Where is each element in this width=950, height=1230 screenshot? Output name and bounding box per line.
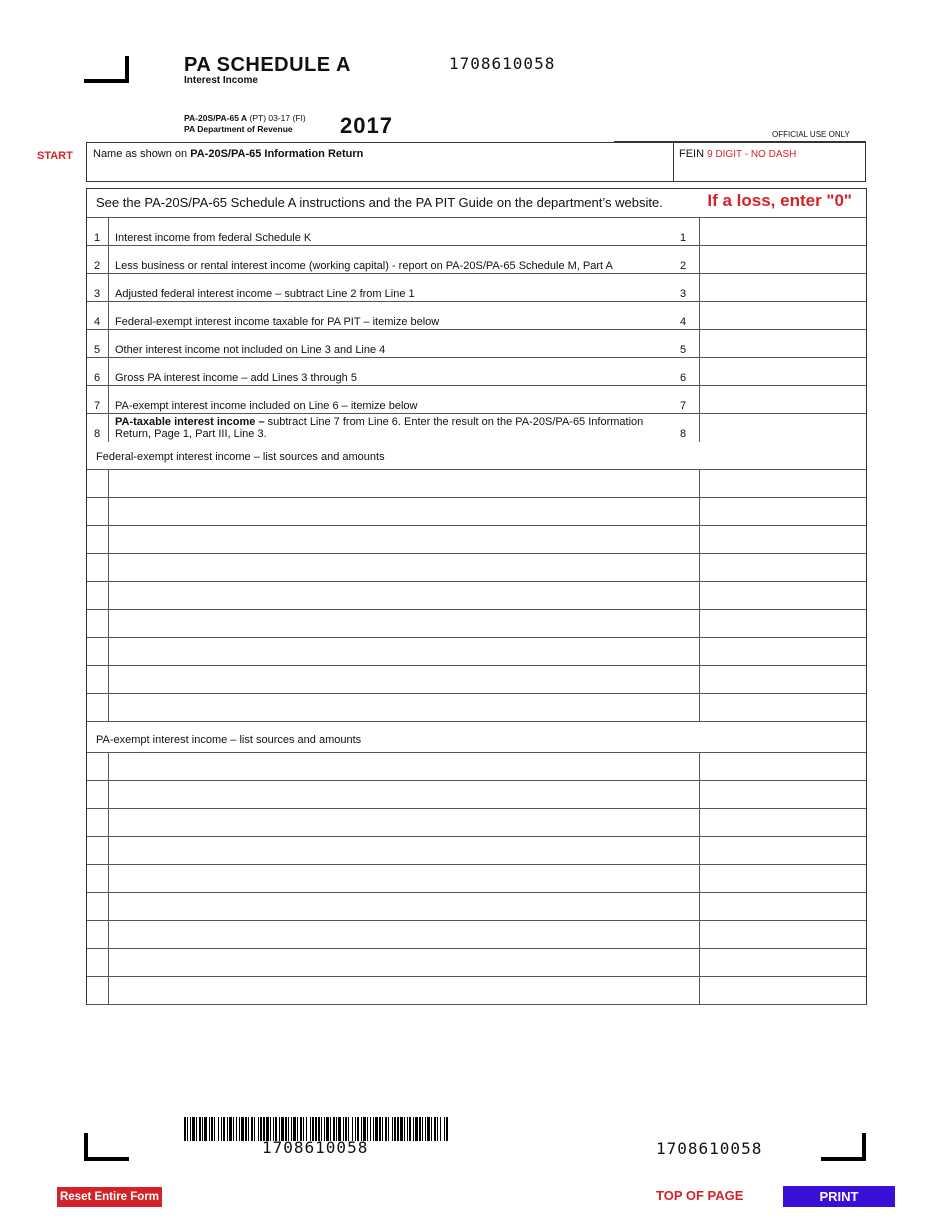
federal-exempt-row-index-cell	[87, 526, 109, 554]
line-description	[115, 344, 675, 356]
line-description-text: Other interest income not included on Line 3 and Line 4	[115, 344, 386, 356]
line-description	[115, 288, 675, 300]
federal-exempt-source-input[interactable]	[108, 526, 700, 554]
line-reference-number: 8	[679, 428, 687, 440]
pa-exempt-row	[87, 752, 866, 781]
pa-exempt-row-index-cell	[87, 781, 109, 809]
barcode-bar	[214, 1117, 215, 1141]
line-description-text: PA-exempt interest income included on Line 6 – itemize below	[115, 400, 418, 412]
pa-exempt-row	[87, 836, 866, 865]
barcode-number: 1708610058	[262, 1138, 369, 1157]
federal-exempt-row-index-cell	[87, 582, 109, 610]
pa-exempt-amount-input[interactable]	[700, 837, 866, 865]
line-reference-number: 2	[679, 260, 687, 272]
pa-exempt-amount-input[interactable]	[700, 865, 866, 893]
pa-exempt-row-index-cell	[87, 949, 109, 977]
line-number-separator	[108, 358, 109, 386]
line-5-row	[87, 329, 866, 358]
federal-exempt-source-input[interactable]	[108, 666, 700, 694]
barcode-bar	[227, 1117, 228, 1141]
barcode-bar	[218, 1117, 219, 1141]
reset-form-button[interactable]: Reset Entire Form	[57, 1187, 162, 1207]
print-button[interactable]: PRINT	[783, 1186, 895, 1207]
line-number-separator	[108, 246, 109, 274]
line-reference-number: 3	[679, 288, 687, 300]
pa-exempt-source-input[interactable]	[108, 809, 700, 837]
pa-exempt-source-input[interactable]	[108, 837, 700, 865]
line-reference-number: 6	[679, 372, 687, 384]
pa-exempt-row-index-cell	[87, 753, 109, 781]
department-name: PA Department of Revenue	[184, 124, 293, 134]
name-label-prefix: Name as shown on	[93, 148, 191, 160]
line-number: 5	[93, 344, 101, 356]
barcode-bar	[375, 1117, 378, 1141]
federal-exempt-row-index-cell	[87, 694, 109, 722]
official-use-label: OFFICIAL USE ONLY	[772, 130, 850, 139]
federal-exempt-row	[87, 637, 866, 666]
barcode-bar	[415, 1117, 418, 1141]
barcode-bar	[392, 1117, 393, 1141]
line-3-amount-input[interactable]	[699, 274, 866, 302]
barcode-bar	[382, 1117, 383, 1141]
federal-exempt-source-input[interactable]	[108, 582, 700, 610]
line-2-row	[87, 245, 866, 274]
federal-exempt-source-input[interactable]	[108, 694, 700, 722]
line-4-amount-input[interactable]	[699, 302, 866, 330]
top-of-page-link[interactable]: TOP OF PAGE	[656, 1188, 744, 1203]
pa-exempt-source-input[interactable]	[108, 781, 700, 809]
barcode-bar	[431, 1117, 432, 1141]
pa-exempt-row	[87, 864, 866, 893]
barcode-bar	[223, 1117, 225, 1141]
barcode-bar	[422, 1117, 423, 1141]
name-field[interactable]	[93, 148, 363, 160]
line-description-text: Adjusted federal interest income – subtract Line 2 from Line 1	[115, 288, 415, 300]
barcode-bar	[209, 1117, 210, 1141]
pa-exempt-row-index-cell	[87, 977, 109, 1005]
instructions-text: See the PA-20S/PA-65 Schedule A instructions and the PA PIT Guide on the department’s website.	[96, 195, 663, 210]
line-description-text: Gross PA interest income – add Lines 3 through 5	[115, 372, 357, 384]
pa-exempt-amount-input[interactable]	[700, 949, 866, 977]
federal-exempt-row	[87, 469, 866, 498]
pa-exempt-bottom-rule	[87, 1004, 866, 1005]
federal-exempt-source-input[interactable]	[108, 610, 700, 638]
barcode-bar	[444, 1117, 445, 1141]
barcode-bar	[192, 1117, 195, 1141]
pa-exempt-row-index-cell	[87, 893, 109, 921]
barcode-bar	[413, 1117, 414, 1141]
barcode-bar	[425, 1117, 426, 1141]
line-number: 7	[93, 400, 101, 412]
barcode-bar	[258, 1117, 259, 1141]
barcode-bar	[233, 1117, 234, 1141]
line-number-separator	[108, 274, 109, 302]
pa-exempt-source-input[interactable]	[108, 893, 700, 921]
pa-exempt-row	[87, 780, 866, 809]
registration-mark-top-left	[84, 79, 129, 83]
barcode-bar	[202, 1117, 203, 1141]
line-number: 8	[93, 428, 101, 440]
federal-exempt-bottom-rule	[87, 721, 866, 722]
line-description	[115, 416, 675, 440]
barcode-bar	[199, 1117, 201, 1141]
line-description	[115, 372, 675, 384]
barcode-bar	[254, 1117, 255, 1141]
federal-exempt-row-index-cell	[87, 638, 109, 666]
barcode-bar	[251, 1117, 253, 1141]
pa-exempt-heading: PA-exempt interest income – list sources and amounts	[96, 734, 362, 746]
federal-exempt-row	[87, 497, 866, 526]
line-6-row	[87, 357, 866, 386]
pa-exempt-amount-input[interactable]	[700, 977, 866, 1005]
federal-exempt-source-input[interactable]	[108, 470, 700, 498]
line-description-text: Interest income from federal Schedule K	[115, 232, 312, 244]
federal-exempt-amount-input[interactable]	[700, 694, 866, 722]
federal-exempt-source-input[interactable]	[108, 554, 700, 582]
barcode-bar	[239, 1117, 240, 1141]
pa-exempt-source-input[interactable]	[108, 753, 700, 781]
line-reference-number: 4	[679, 316, 687, 328]
line-7-row	[87, 385, 866, 414]
pa-exempt-amount-input[interactable]	[700, 921, 866, 949]
federal-exempt-row	[87, 609, 866, 638]
federal-exempt-row-index-cell	[87, 470, 109, 498]
line-description-text: Federal-exempt interest income taxable for PA PIT – itemize below	[115, 316, 440, 328]
pa-exempt-amount-input[interactable]	[700, 893, 866, 921]
line-description-text: subtract Line 7 from Line 6. Enter the result on the PA-20S/PA-65 Information Return, Page 1, Part III, Line 3.	[115, 416, 644, 440]
line-6-amount-input[interactable]	[699, 358, 866, 386]
federal-exempt-amount-input[interactable]	[700, 582, 866, 610]
line-number: 4	[93, 316, 101, 328]
pa-exempt-row	[87, 920, 866, 949]
federal-exempt-row	[87, 525, 866, 554]
barcode-bar	[204, 1117, 207, 1141]
federal-exempt-source-input[interactable]	[108, 498, 700, 526]
form-code: PA-20S/PA-65 A	[184, 113, 248, 123]
barcode-bar	[446, 1117, 448, 1141]
barcode-bar	[434, 1117, 436, 1141]
schedule-main-box	[86, 188, 867, 1005]
scan-id-bottom: 1708610058	[656, 1139, 763, 1158]
fein-field[interactable]	[679, 148, 796, 160]
federal-exempt-row-index-cell	[87, 498, 109, 526]
federal-exempt-row	[87, 693, 866, 722]
barcode-bar	[407, 1117, 408, 1141]
scan-id-top: 1708610058	[449, 54, 556, 73]
barcode-bar	[385, 1117, 387, 1141]
barcode-bar	[388, 1117, 389, 1141]
line-8-row	[87, 413, 866, 442]
federal-exempt-row-index-cell	[87, 610, 109, 638]
barcode-bar	[373, 1117, 374, 1141]
barcode-bar	[190, 1117, 191, 1141]
pa-exempt-source-input[interactable]	[108, 865, 700, 893]
loss-note: If a loss, enter "0"	[707, 191, 852, 210]
line-description	[115, 316, 675, 328]
barcode-bar	[409, 1117, 411, 1141]
federal-exempt-row	[87, 553, 866, 582]
federal-exempt-row-index-cell	[87, 554, 109, 582]
pa-exempt-row-index-cell	[87, 921, 109, 949]
federal-exempt-amount-input[interactable]	[700, 470, 866, 498]
form-revision: (PT) 03-17 (FI)	[249, 113, 306, 123]
line-reference-number: 7	[679, 400, 687, 412]
line-number-separator	[108, 414, 109, 442]
line-number: 6	[93, 372, 101, 384]
pa-exempt-amount-input[interactable]	[700, 781, 866, 809]
pa-exempt-row	[87, 976, 866, 1005]
pa-exempt-source-input[interactable]	[108, 949, 700, 977]
federal-exempt-amount-input[interactable]	[700, 498, 866, 526]
line-description	[115, 400, 675, 412]
barcode-bar	[196, 1117, 197, 1141]
name-fein-box	[86, 142, 866, 182]
line-description-text: Less business or rental interest income (working capital) - report on PA-20S/PA-65 Schedule M, Part A	[115, 260, 613, 272]
fein-label: FEIN	[679, 148, 705, 160]
pa-exempt-row-index-cell	[87, 865, 109, 893]
line-1-amount-input[interactable]	[699, 218, 866, 246]
federal-exempt-row	[87, 665, 866, 694]
line-number-separator	[108, 330, 109, 358]
barcode-bar	[440, 1117, 441, 1141]
line-number-separator	[108, 218, 109, 246]
barcode-bar	[229, 1117, 232, 1141]
line-8-amount-input[interactable]	[699, 414, 866, 442]
registration-mark-bottom-left-vertical	[84, 1133, 88, 1161]
federal-exempt-amount-input[interactable]	[700, 610, 866, 638]
barcode-bar	[370, 1117, 371, 1141]
registration-mark-bottom-right	[821, 1157, 866, 1161]
barcode-bar	[437, 1117, 438, 1141]
line-4-row	[87, 301, 866, 330]
barcode-bar	[419, 1117, 421, 1141]
registration-mark-bottom-left	[84, 1157, 129, 1161]
page-title: PA SCHEDULE A	[184, 54, 351, 76]
barcode-bar	[379, 1117, 381, 1141]
barcode-bar	[394, 1117, 396, 1141]
fein-hint: 9 DIGIT - NO DASH	[707, 149, 797, 160]
line-reference-number: 1	[679, 232, 687, 244]
pa-exempt-row	[87, 808, 866, 837]
name-fein-divider	[673, 143, 674, 181]
federal-exempt-amount-input[interactable]	[700, 554, 866, 582]
form-identifier	[184, 113, 306, 135]
barcode-bar	[404, 1117, 405, 1141]
pa-exempt-row	[87, 948, 866, 977]
federal-exempt-row	[87, 581, 866, 610]
barcode-bar	[245, 1117, 247, 1141]
registration-mark-bottom-right-vertical	[862, 1133, 866, 1161]
pa-exempt-source-input[interactable]	[108, 977, 700, 1005]
name-label-bold: PA-20S/PA-65 Information Return	[190, 148, 364, 160]
pa-exempt-amount-input[interactable]	[700, 753, 866, 781]
line-reference-number: 5	[679, 344, 687, 356]
barcode-bar	[187, 1117, 188, 1141]
federal-exempt-amount-input[interactable]	[700, 666, 866, 694]
line-description	[115, 260, 675, 272]
page-subtitle: Interest Income	[184, 75, 258, 86]
pa-exempt-row-index-cell	[87, 809, 109, 837]
barcode-bar	[427, 1117, 430, 1141]
start-label: START	[37, 150, 73, 162]
barcode-bar	[184, 1117, 186, 1141]
line-number-separator	[108, 302, 109, 330]
line-1-row	[87, 217, 866, 246]
barcode-bar	[221, 1117, 222, 1141]
line-number: 3	[93, 288, 101, 300]
federal-exempt-source-input[interactable]	[108, 638, 700, 666]
registration-mark-top-left-vertical	[125, 56, 129, 83]
pa-exempt-source-input[interactable]	[108, 921, 700, 949]
barcode-bar	[211, 1117, 213, 1141]
line-3-row	[87, 273, 866, 302]
barcode-bar	[397, 1117, 399, 1141]
pa-exempt-amount-input[interactable]	[700, 809, 866, 837]
barcode-bar	[400, 1117, 403, 1141]
line-number: 2	[93, 260, 101, 272]
barcode-bar	[241, 1117, 244, 1141]
federal-exempt-amount-input[interactable]	[700, 526, 866, 554]
federal-exempt-row-index-cell	[87, 666, 109, 694]
line-2-amount-input[interactable]	[699, 246, 866, 274]
pa-exempt-row	[87, 892, 866, 921]
line-description-bold: PA-taxable interest income –	[115, 416, 265, 428]
line-7-amount-input[interactable]	[699, 386, 866, 414]
line-number-separator	[108, 386, 109, 414]
line-5-amount-input[interactable]	[699, 330, 866, 358]
line-number: 1	[93, 232, 101, 244]
barcode-bar	[248, 1117, 249, 1141]
barcode-bar	[236, 1117, 237, 1141]
federal-exempt-heading: Federal-exempt interest income – list sources and amounts	[96, 451, 385, 463]
line-description	[115, 232, 675, 244]
pa-exempt-row-index-cell	[87, 837, 109, 865]
federal-exempt-amount-input[interactable]	[700, 638, 866, 666]
tax-year: 2017	[340, 113, 393, 138]
